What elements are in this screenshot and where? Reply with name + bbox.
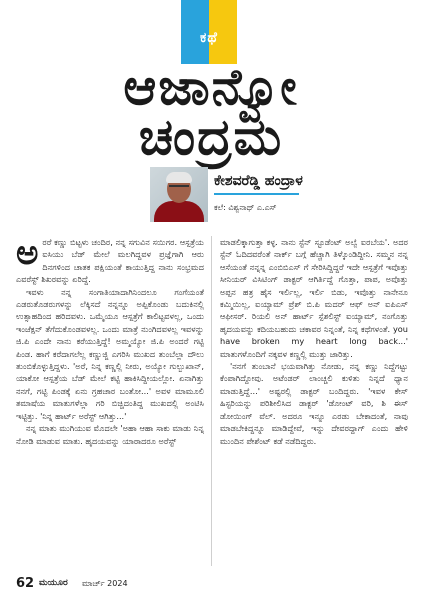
paragraph: ಅರರೆ ಕಣ್ಣು ಬಿಟ್ಟಳು ಚಂದಿರ, ನನ್ನ ಸಗುವಿನ ಸಯಿಗರ. ಆಸ್ಪತ್ರೆಯ ಐಸಿಯು ಬೆಡ್ ಮೇಲೆ ಮಲಗಿದ್ದವಳ ಪ್ರಜ್ಞೆಗಾಗಿ ಆರು ದಿನಗಳಿಂದ ಚಾತಕ ಪಕ್ಷಿಯಂತೆ ಕಾಯುತ್ತಿದ್ದ ನಾನು ಸಂಭ್ರಮದ ಎವರೆಸ್ಟ್ ಶಿಖರವನ್ನು ಏರಿದ್ದೆ.	[16, 233, 204, 285]
kicker-label: ಕಥೆ	[200, 30, 218, 46]
byline-rule	[214, 193, 299, 195]
author-name: ಕೇಶವರೆಡ್ಡಿ ಹಂದ್ರಾಳ	[214, 173, 303, 189]
article-column-right	[220, 236, 408, 447]
article-title-line1: ಆಜಾನ್ವೋ	[123, 58, 299, 116]
paragraph: ನನ್ನ ಮಾತು ಮುಗಿಯುವ ಮೊದಲೇ 'ಅಹಾ ಆಹಾ ಸಾಕು ಮಾಡು ನಿನ್ನ ನೋಡಿ ಮಾಡುವ ಮಾತು. ಹೃದಯವನ್ನು ಯಾರಾದರೂ ಅರೆಸ್ಟ್	[16, 423, 204, 446]
article-column-left	[16, 233, 204, 447]
paragraph: ಇವಳು ನನ್ನ ಸಂಗಾತಿಯಾದಾಗಿನಿಂದಲೂ ಗಂಗೆಯಂತೆ ಎಡರುತೊಡರುಗಳನ್ನು ಲೆಕ್ಕಿಸದೆ ನನ್ನನ್ನೂ ಅಪ್ಪಿಕೊಂಡು ಬದುಕಿನಲ್ಲಿ ಉತ್ಸಾಹದಿಂದ ಹರಿದವಳು. ಒಮ್ಮೆಯೂ ಆಸ್ಪತ್ರೆಗೆ ಕಾಲಿಟ್ಟವಳಲ್ಲ, ಒಂದು ಇಂಜೆಕ್ಷನ್ ತೆಗೆದುಕೊಂಡವಳಲ್ಲ. ಒಂದು ಮಾತ್ರೆ ನುಂಗಿದವಳಲ್ಲ ಇವಳನ್ನು ಜಿ.ಪಿ ಎಂದೇ ನಾನು ಕರೆಯುತ್ತಿದ್ದೆ! ಅಮ್ಮಯ್ಯೋ ಜಿ.ಪಿ ಅಂದರೆ ಗಟ್ಟಿ ಪಿಂಡ. ಹಾಗೆ ಕರೆದಾಗಲೆಲ್ಲ ಕಣ್ಣುಜ್ಜಿ ಎಗರಿಸಿ ಮುಖದ ತುಂಬೆಲ್ಲಾ ದೌಲು ತುಂಬಿಕೊಳ್ಳುತ್ತಿದ್ದಳು. 'ಅರೆ, ನಿನ್ನ ಕಣ್ಣಲ್ಲಿ ನೀರು, ಅಯ್ಯೋ ಗುಲ್ಬುಖಾನ್, ಯಾಕೋ ಆಸ್ಪತ್ರೆಯ ಬೆಡ್ ಮೇಲೆ ಕಟ್ಟಿ ಹಾಕಿಸಿದ್ದೀಯಲ್ಲೋ. ಏನಾಗಿತ್ತು ನನಗೆ, ಗಟ್ಟಿ ಪಿಂಡಕ್ಕೆ ಏನು ಗ್ರಹಚಾರ ಬಂತೋ...' ಅವಳ ಮಾಮೂಲಿ ತಮಾಷೆಯ ಮಾತುಗಳೆಲ್ಲಾ ಗರಿ ಬಿಚ್ಚಿದಂತಿದ್ದ ಮುಖದಲ್ಲಿ ಅಂಟಿಸಿ ಇಟ್ಟಿತ್ತು. 'ನಿನ್ನ ಹಾರ್ಟ್ ಅರೆಸ್ಟ್ ಆಗಿತ್ತು...'	[16, 286, 204, 421]
column-divider	[211, 236, 212, 566]
issue-month: ಮಾರ್ಚ್ 2024	[82, 579, 128, 588]
magazine-name: ಮಯೂರ	[39, 578, 68, 588]
paragraph: 'ನನಗೆ ತುಂಬಾನೆ ಭಯವಾಗಿತ್ತು ನೋಡು, ನನ್ನ ಕಣ್ಣು ನಿದ್ದೆಗಟ್ಟು ಕೆಂಪಾಗಿದ್ದೋವು. ಅಟೆಂಡರ್ ಲಾಂಚ್ಚಲಿ ಕುಳಿತು ನಿನ್ನದೆ ಧ್ಯಾನ ಮಾಡುತ್ತಿದ್ದೆ...' ಅಷ್ಟರಲ್ಲಿ ಡಾಕ್ಟರ್ ಬಂದಿದ್ದರು. 'ಇವಳ ಕೇಸ್ ಹಿಸ್ಟರಿಯನ್ನು ಪರಿಶೀಲಿಸಿದ ಡಾಕ್ಟರ್ 'ಡೋಂಟ್ ವರಿ, ಶಿ ಈಸ್ ಡೋಯಿಂಗ್ ವೆಲ್. ಅದರೂ ಇನ್ನೂ ಎರಡು ಬೇಕಾದಂತೆ, ನಾವು ಮಾಡಬೇಕಿದ್ದನ್ನೂ ಮಾಡಿದ್ದೇವೆ, ಇನ್ನು ದೇವರದ್ದಾಗ್ ಎಂದು ಹೇಳಿ ಮುಂದಿನ ಪೇಶೆಂಟ್ ಕಡೆ ನಡೆದಿದ್ದರು.	[220, 361, 408, 446]
drop-cap: ಅ	[16, 233, 39, 273]
article-title-line2: ಚಂದ್ರಮ	[138, 108, 284, 166]
section-kicker	[181, 0, 237, 64]
page-number: 62	[16, 576, 35, 591]
illustration-credit: ಕಲೆ: ವಿಶ್ವನಾಥ್ ಎ.ಎಸ್	[214, 203, 277, 212]
paragraph: ಮಾಡಲಿಕ್ಕಾಗುತ್ತಾ ಕಳ್ಳ. ನಾನು ಸ್ಟೆನ್ ಸ್ಟೂಡೆಂಟ್ ಅಲ್ವೆ ಐರಬೆಯ'. ಅದರ ಸ್ಟೆನ್ ಓದಿದವರೆಂತೆ ನಾರ್ಕ್ ಬಗ್ಗೆ ಹೆಚ್ಚಾಗಿ ತಿಳ್ಕೊಂಡಿದ್ದೀನಿ. ಸಮ್ಮನ ನನ್ನ ಆಸೆಯಂತೆ ನನ್ನನ್ನ ಎಂಬಿಬಿಎಸ್ ಗೆ ಸೇರಿಸಿದ್ದಿದ್ದರೆ ಇದೇ ಆಸ್ಪತ್ರೆಗೆ ಇವೊತ್ತು ಸೀನಿಯರ್ ವಿಸಿಟಿಂಗ್ ಡಾಕ್ಟರ್ ಆಗಿರ್ತಿದ್ದೆ ಗೊತ್ತಾ, ಪಾಪ, ಅವೊತ್ತು ಅಪ್ಪನ ಹತ್ರ ಹೈಸ ಇರ್ಲಿಲ್ಲ, ಇರ್ಲಿ ಬಿಡು, ಇವೊತ್ತು ನಾನೇನೂ ಕಮ್ಮಿಯಿಲ್ಲ, ಐಯ್ಯಾಮ್ ಪ್ರೆಶ್ ಬಿ.ಪಿ ಮದರ್ ಆಫ್ ಅನ್ ಐಪಿಎಸ್ ಆಫೀಸರ್. ರಿಯಲಿ ಅನ್ ಹಾರ್ಟ್ ಸ್ಪೆಶಲಿಸ್ಟ್ ಐಯ್ಯಾಮ್, ನಂಗೊತ್ತು ಹೃದಯವನ್ನು ಕದಿಯಬಹುದು ಚಕಾವರ ನಿನ್ನಂತೆ, ನಿನ್ನ ಕಥೆಗಳಂತೆ. you have broken my heart long back...' ಮಾತುಗಳೊಂದಿಗೆ ನಕ್ಕವಳ ಕಣ್ಣಲ್ಲಿ ಮುತ್ತು ಜಾರಿತ್ತು.	[220, 237, 408, 359]
author-photo	[150, 167, 208, 222]
